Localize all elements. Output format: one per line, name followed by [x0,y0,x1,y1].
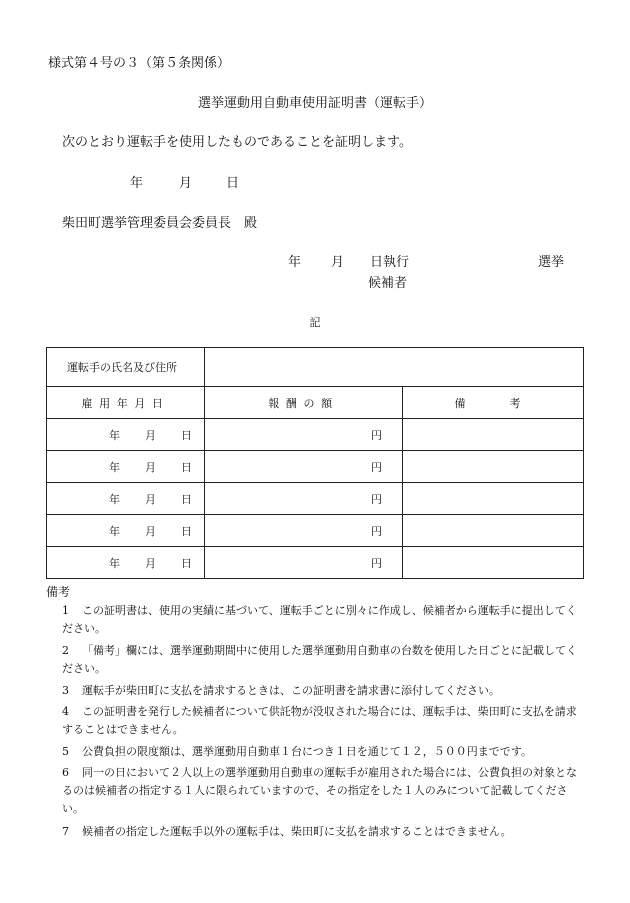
header-remuneration: 報酬の額 [205,387,403,419]
table-header-row [47,387,584,419]
remarks-cell[interactable] [403,547,584,579]
row-day: 日 [181,428,192,442]
row-month: 月 [145,460,156,474]
note-number: 2 [62,644,69,657]
date-year: 年 [130,176,144,191]
note-number: 6 [62,766,69,779]
note-text: この証明書は、使用の実績に基づいて、運転手ごとに別々に作成し、候補者から運転手に提出してください。 [62,604,577,635]
remarks-cell[interactable] [403,451,584,483]
driver-name-address-field[interactable] [205,348,584,387]
note-text: 運転手が柴田町に支払を請求するときは、この証明書を請求書に添付してください。 [82,684,500,697]
remuneration-cell[interactable]: 円 [205,451,403,483]
row-month: 月 [145,428,156,442]
row-year: 年 [109,492,120,506]
table-row [47,419,584,451]
employment-date-cell[interactable] [47,419,205,451]
row-day: 日 [181,460,192,474]
note-number: 3 [62,684,69,697]
employment-date-cell[interactable] [47,547,205,579]
certification-date [130,172,239,191]
driver-info-row [47,348,584,387]
note-number: 7 [62,825,69,838]
row-year: 年 [109,428,120,442]
remuneration-cell[interactable]: 円 [205,419,403,451]
remarks-cell[interactable] [403,515,584,547]
row-month: 月 [145,556,156,570]
row-year: 年 [109,556,120,570]
date-day: 日 [226,176,240,191]
employment-date-cell[interactable] [47,483,205,515]
table-row [47,483,584,515]
driver-table [46,347,584,579]
ki-marker: 記 [309,316,321,329]
addressee: 柴田町選挙管理委員会委員長 殿 [62,216,258,231]
table-row [47,451,584,483]
row-day: 日 [181,492,192,506]
lead-text: 次のとおり運転手を使用したものであることを証明します。 [62,135,412,150]
remuneration-cell[interactable]: 円 [205,483,403,515]
table-row [47,515,584,547]
note-text: この証明書を発行した候補者について供託物が没収された場合には、運転手は、柴田町に支払を請求することはできません。 [62,705,577,736]
election-type: 選挙 [538,255,565,270]
row-month: 月 [145,492,156,506]
remuneration-cell[interactable]: 円 [205,515,403,547]
row-day: 日 [181,524,192,538]
remarks-cell[interactable] [403,483,584,515]
employment-date-cell[interactable] [47,515,205,547]
row-year: 年 [109,524,120,538]
header-remarks: 備考 [403,387,584,419]
election-month: 月 [331,255,345,270]
election-year: 年 [288,255,302,270]
note-number: 4 [62,705,69,718]
note-number: 1 [62,604,69,617]
document-title: 選挙運動用自動車使用証明書（運転手） [197,96,432,111]
remuneration-cell[interactable]: 円 [205,547,403,579]
note-text: 公費負担の限度額は、選挙運動用自動車１台につき１日を通じて１２，５００円までです。 [82,745,532,758]
election-day-exec: 日執行 [370,255,410,270]
driver-name-address-label: 運転手の氏名及び住所 [47,348,205,387]
note-text: 同一の日において２人以上の選挙運動用自動車の運転手が雇用された場合には、公費負担の対象となるのは候補者の指定する１人に限られていますので、その指定をした１人のみについて記載してください。 [62,766,577,815]
note-text: 「備考」欄には、選挙運動期間中に使用した選挙運動用自動車の台数を使用した日ごとに記載してください。 [62,644,577,675]
note-item [62,764,584,818]
row-year: 年 [109,460,120,474]
table-row [47,547,584,579]
note-number: 5 [62,745,69,758]
row-month: 月 [145,524,156,538]
row-day: 日 [181,556,192,570]
note-item [62,602,584,638]
note-item [62,743,584,761]
note-item [62,682,584,700]
notes-title: 備考 [46,585,71,599]
date-month: 月 [179,176,193,191]
form-number: 様式第４号の３（第５条関係） [48,56,231,71]
note-text: 候補者の指定した運転手以外の運転手は、柴田町に支払を請求することはできません。 [82,825,512,838]
note-item [62,703,584,739]
remarks-cell[interactable] [403,419,584,451]
employment-date-cell[interactable] [47,451,205,483]
election-line [288,251,578,270]
candidate-label: 候補者 [368,276,408,291]
note-item [62,642,584,678]
note-item [62,823,584,841]
header-employment-date: 雇用年月日 [47,387,205,419]
